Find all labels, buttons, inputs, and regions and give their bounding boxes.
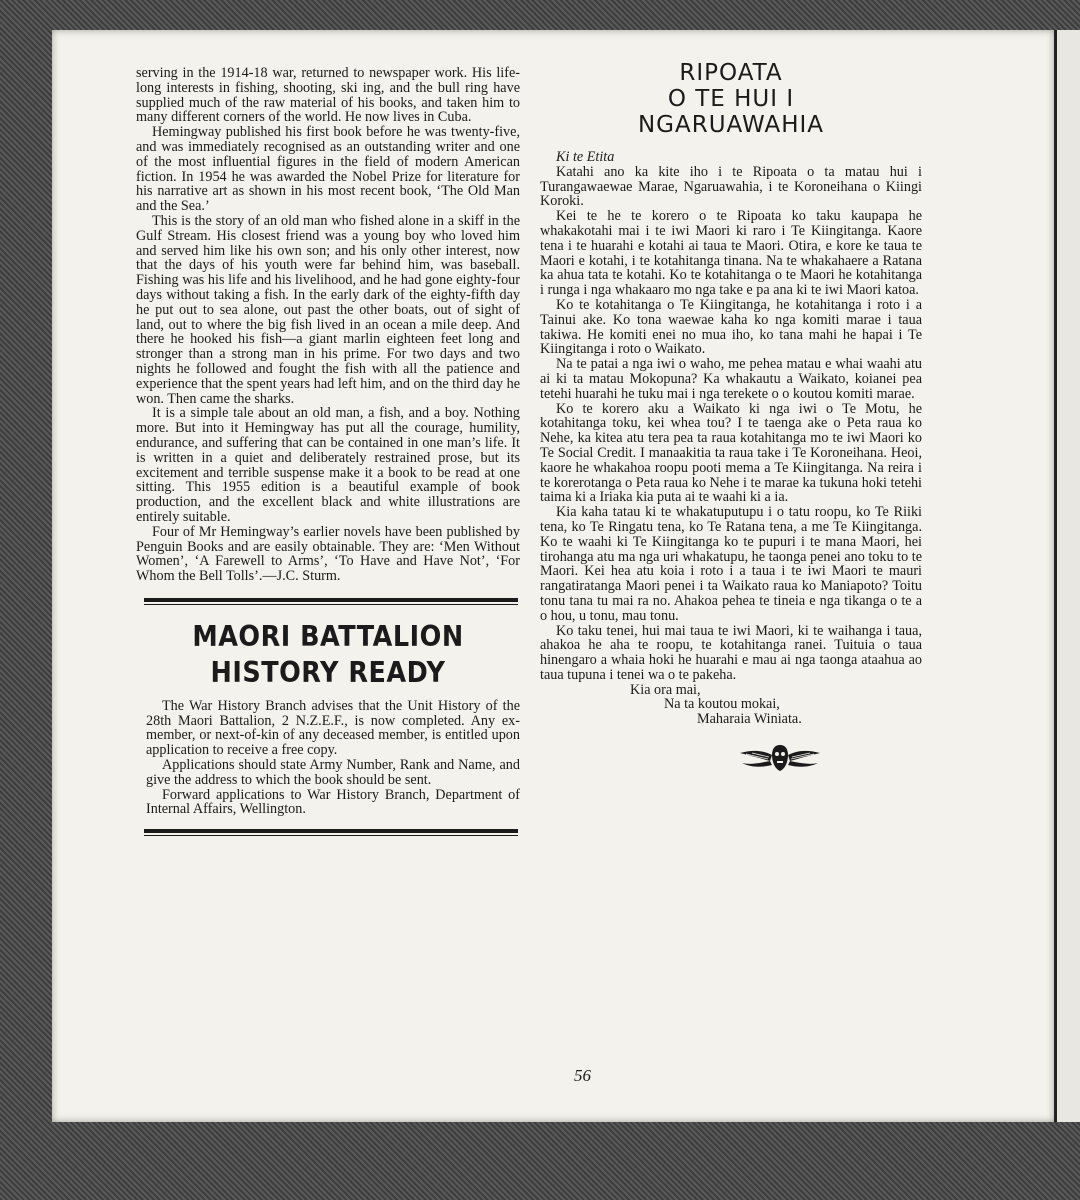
closing-2: Na ta koutou mokai,	[664, 696, 780, 713]
battalion-paragraph: Applications should state Army Number, Rank and Name, and give the address to which the book should be sent.	[146, 757, 520, 788]
carved-tiki-emblem-icon	[734, 741, 826, 775]
ripoata-title	[540, 60, 922, 138]
battalion-paragraph: The War History Branch advises that the Unit History of the 28th Maori Battalion, 2 N.Z.E.F., is now completed. Any ex-member, or next-of-kin of any deceased member, is entitled upon application to receive a free copy.	[146, 697, 520, 759]
review-paragraph: Four of Mr Hemingway’s earlier novels have been published by Penguin Books and are easily obtainable. They are: ‘Men Without Women’, ‘A Farewell to Arms’, ‘To Have and Have Not’, ‘For Whom the Bell Tolls’.—J.C. Sturm.	[136, 523, 520, 585]
section-divider	[144, 598, 518, 605]
letter-paragraph: Ko taku tenei, hui mai taua te iwi Maori, ki te waihanga i taua, ahakoa he aha te roopu, te kotahitanga ranei. Tuituia o taua hinengaro a whaia hoki he huarahi e mau ai nga taonga ataahua ao taua tupuna i tenei wa o te pakeha.	[540, 622, 922, 683]
review-paragraph: serving in the 1914-18 war, returned to newspaper work. His life-long interests in fishing, shooting, ski ing, and the bull ring have supplied much of the raw material of his books, and taken him to many different corners of the world. He now lives in Cuba.	[136, 65, 520, 126]
book-review	[136, 66, 520, 584]
letter-paragraph: Ko te korero aku a Waikato ki nga iwi o Te Motu, he kotahitanga toku, kei whea tou? I te taenga ake o Peta raua ko Nehe, ka kitea atu tera pea ta raua kotahitanga mo te iwi Maori ko Te Social Credit. I manaakitia ta raua take i Te Koroneihana. Heoi, kaore he whakahoa roopu pooti mema a Te Kiingitanga. Na reira i te korerotanga o Peta raua ko Nehe i te marae ka tukuna hoki tetehi taima ki a Iriaka kia puta ai te waahi ki a ia.	[540, 400, 922, 506]
closing: Kia ora mai,	[630, 681, 701, 698]
right-column	[540, 60, 922, 775]
title-line-1: RIPOATA	[679, 60, 783, 86]
headline-line-2: HISTORY READY	[210, 656, 446, 690]
signature: Maharaia Winiata.	[697, 711, 802, 728]
review-paragraph: Hemingway published his first book before he was twenty-five, and was immediately recognised as an outstanding writer and one of the most influential figures in the field of modern American fiction. In 1954 he was awarded the Nobel Prize for literature for his narrative art as shown in his most recent book, ‘The Old Man and the Sea.’	[136, 124, 520, 215]
salutation: Ki te Etita	[556, 149, 615, 165]
review-paragraph: This is the story of an old man who fished alone in a skiff in the Gulf Stream. His closest friend was a young boy who loved him and served him like his own son; and his only other interest, now that the days of his youth were far behind him, was baseball. Fishing was his life and his livelihood, and he had gone eighty-four days without taking a fish. In the early dark of the eighty-fifth day he put out to sea alone, out past the other boats, out of sight of land, out to where the big fish lived in an ocean a mile deep. And there he hooked his fish—a giant marlin eighteen feet long and stronger than a strong man in his prime. For two days and two nights he followed and fought the fish with all the patience and experience that the spent years had left him, and on the third day he won. Then came the sharks.	[136, 212, 520, 407]
letter-paragraph: Kia kaha tatau ki te whakatuputupu i o tatu roopu, ko Te Riiki tena, ko Te Ringatu tena, ko Te Ratana tena, a me Te Kiingitanga. Ko te waahi ki Te Kiingitanga ko te pupuri i te mana Maori, hei tirohanga atu ma nga uri whakatupu, he taonga penei ano toku to te Maori. Kei hea atu koia i roto i a taua i te iwi Maori te mauri rangatiratanga Maori penei i ta Waikato raua ko Maniapoto? Toitu tonu tana tu mai ra no. Ahakoa pehea te tineia e nga tikanga o te a o hou, u tonu, mau tonu.	[540, 504, 922, 624]
title-line-2: O TE HUI I	[667, 86, 795, 112]
bottom-divider	[144, 829, 518, 836]
letter-paragraph: Katahi ano ka kite iho i te Ripoata o ta matau hui i Turangawaewae Marae, Ngaruawahia, i te Koroneihana o Kiingi Koroki.	[540, 163, 922, 210]
review-paragraph: It is a simple tale about an old man, a fish, and a boy. Nothing more. But into it Hemingway has put all the courage, humility, endurance, and suffering that can be contained in one man’s life. It is written in a quiet and deliberately restrained prose, but its excitement and terrible suspense make it a book to be read at one sitting. This 1955 edition is a beautiful example of book production, and the excellent black and white illustrations are entirely suitable.	[136, 405, 520, 525]
next-page-edge	[1054, 30, 1080, 1122]
title-line-3: NGARUAWAHIA	[637, 112, 825, 138]
headline-line-1: MAORI BATTALION	[192, 620, 464, 654]
battalion-headline	[136, 619, 520, 691]
battalion-paragraph: Forward applications to War History Branch, Department of Internal Affairs, Wellington.	[146, 786, 520, 818]
letter-paragraph: Kei te he te korero o te Ripoata ko taku kaupapa he whakakotahi mai i te iwi Maori ki raro i Te Kiingitanga. Kaore tena i te huarahi e kotahi ai taua te Maori. Otira, e kore ke taua te Maori e kotahi, i te kotahitanga tinana. Na te whakahaere a Ratana ka ahua tata te kotahi. Ko te kotahitanga o te Maori he kotahitanga i runga i nga whakaaro mo nga take e pa ana ki te iwi Maori katoa.	[540, 208, 922, 299]
letter-paragraph: Ko te kotahitanga o Te Kiingitanga, he kotahitanga i roto i a Tainui ake. Ko tona waewae kaha ko nga komiti marae i taua takiwa. He komiti enei no mua iho, ko tana mahi he hapai i Te Kiingitanga i roto o Waikato.	[540, 296, 922, 358]
left-column	[136, 66, 520, 836]
page-number: 56	[574, 1066, 591, 1085]
letter-paragraph: Na te patai a nga iwi o waho, me pehea matau e whai waahi atu ai ki ta matau Mokopuna? Ka whakautu a Waikato, koianei pea tetehi huarahi he tuku mai i nga terekete o o koutou komiti marae.	[540, 356, 922, 402]
battalion-article	[136, 620, 520, 818]
